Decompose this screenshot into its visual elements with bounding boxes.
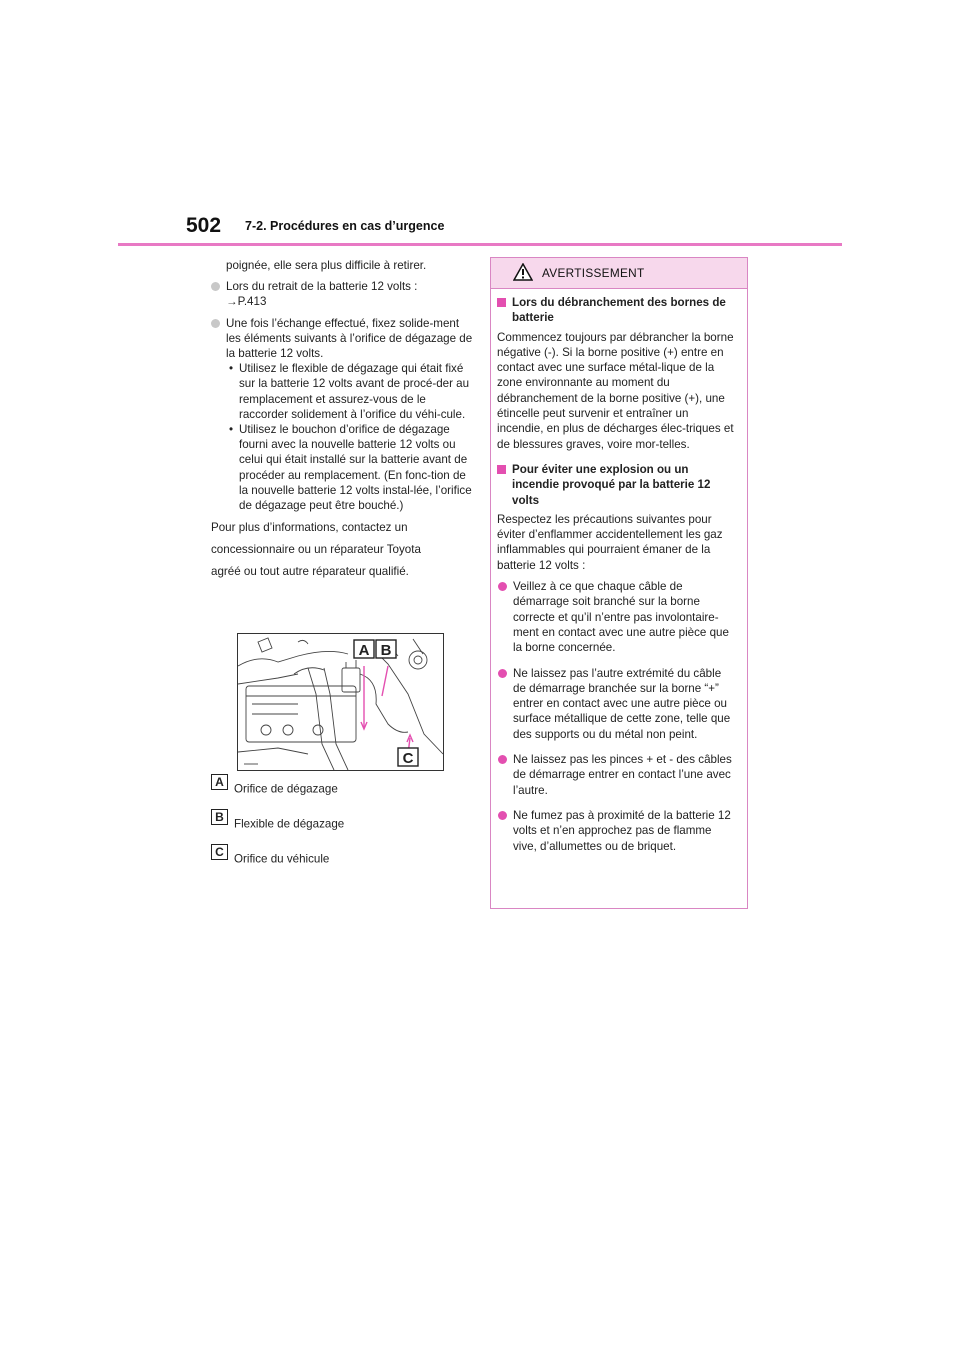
legend-item-a [211, 775, 471, 797]
header-rule [118, 243, 842, 246]
legend-label-c: Orifice du véhicule [234, 852, 330, 866]
callout-b [376, 640, 396, 659]
bullet-battery-removal [211, 279, 473, 309]
page-reference-link[interactable]: →P.413 [226, 295, 267, 309]
legend-badge-b: B [211, 809, 228, 825]
callout-c [398, 748, 418, 767]
section-title: 7-2. Procédures en cas d’urgence [245, 219, 445, 233]
more-info-line-1: Pour plus d’informations, contactez un [211, 521, 408, 535]
warning-section-text-explosion: Respectez les précautions suivantes pour éviter d’enflammer accidentellement les gaz inflammables qui pourraient émaner de la batterie 12 volts : [497, 512, 723, 572]
legend-badge-c: C [211, 844, 228, 860]
warning-bullet: Veillez à ce que chaque câble de démarrage soit branché sur la borne correcte et qu’il n’entre pas involontaire-ment en contact avec une autre pièce que la borne concernée. [497, 579, 737, 655]
sub-bullet-marker: • [229, 423, 234, 437]
legend-item-b [211, 810, 471, 832]
warning-bullet: Ne fumez pas à proximité de la batterie 12 volts et n’en approchez pas de flamme vive, d’allumettes ou de briquet. [497, 808, 737, 854]
more-info-line-2: concessionnaire ou un réparateur Toyota [211, 543, 421, 557]
page-number: 502 [186, 214, 222, 237]
legend-label-b: Flexible de dégazage [234, 817, 345, 831]
warning-header [491, 258, 747, 289]
warning-section-text-disconnect: Commencez toujours par débrancher la borne négative (-). Si la borne positive (+) entre en contact avec une surface métal-lique de la zone environnante au moment du débranchement de la borne positive (+), une étincelle peut survenir et entraîner un incendie, en plus de décharges élec-triques et de blessures graves, voire mor-telles. [497, 330, 734, 451]
callout-b-label: B [380, 642, 392, 659]
callout-a [354, 640, 374, 659]
warning-body [491, 289, 747, 854]
warning-section-title-explosion: Pour éviter une explosion ou un incendie provoqué par la batterie 12 volts [497, 462, 737, 508]
legend-item-c [211, 845, 471, 867]
bullet-after-exchange [211, 316, 473, 362]
warning-triangle-icon [513, 263, 533, 281]
warning-box [490, 257, 748, 909]
warning-section-title-disconnect: Lors du débranchement des bornes de batterie [497, 295, 737, 326]
left-column [211, 258, 473, 583]
callout-c-label: C [402, 750, 414, 767]
callout-a-label: A [358, 642, 370, 659]
warning-bullet: Ne laissez pas l’autre extrémité du câble de démarrage branchée sur la borne “+” entrer en contact avec une autre pièce ou surface métallique de cette zone, telle que des supports ou du métal non peint. [497, 666, 737, 742]
bullet-text: Lors du retrait de la batterie 12 volts : [226, 280, 418, 294]
legend-badge-a: A [211, 774, 228, 790]
warning-title: AVERTISSEMENT [542, 266, 645, 280]
sub-item-vent-hose [211, 361, 473, 422]
bullet-text: Une fois l’échange effectué, fixez solide-ment les éléments suivants à l’orifice de dégazage de la batterie 12 volts. [226, 316, 473, 361]
battery-drawing [238, 634, 443, 770]
sub-bullet-marker: • [229, 362, 234, 376]
sub-item-vent-plug [211, 422, 473, 513]
warning-bullet: Ne laissez pas les pinces + et - des câbles de démarrage entrer en contact l’une avec l’autre. [497, 752, 737, 798]
sub-item-text: Utilisez le bouchon d’orifice de dégazage fourni avec la nouvelle batterie 12 volts ou celui qui était installé sur la batterie avant de procéder au remplacement. (En fonc-tion de la nouvelle batterie 12 volts instal-lée, l’orifice de dégazage peut être bouché.) [239, 423, 472, 513]
legend-label-a: Orifice de dégazage [234, 782, 338, 796]
continuation-text: poignée, elle sera plus difficile à retirer. [226, 259, 427, 272]
more-info-line-3: agréé ou tout autre réparateur qualifié. [211, 565, 409, 579]
sub-item-text: Utilisez le flexible de dégazage qui était fixé sur la batterie 12 volts avant de procé-der au remplacement et assurez-vous de le raccorder solidement à l’orifice du véhi-cule. [239, 362, 470, 421]
battery-illustration [237, 633, 444, 771]
